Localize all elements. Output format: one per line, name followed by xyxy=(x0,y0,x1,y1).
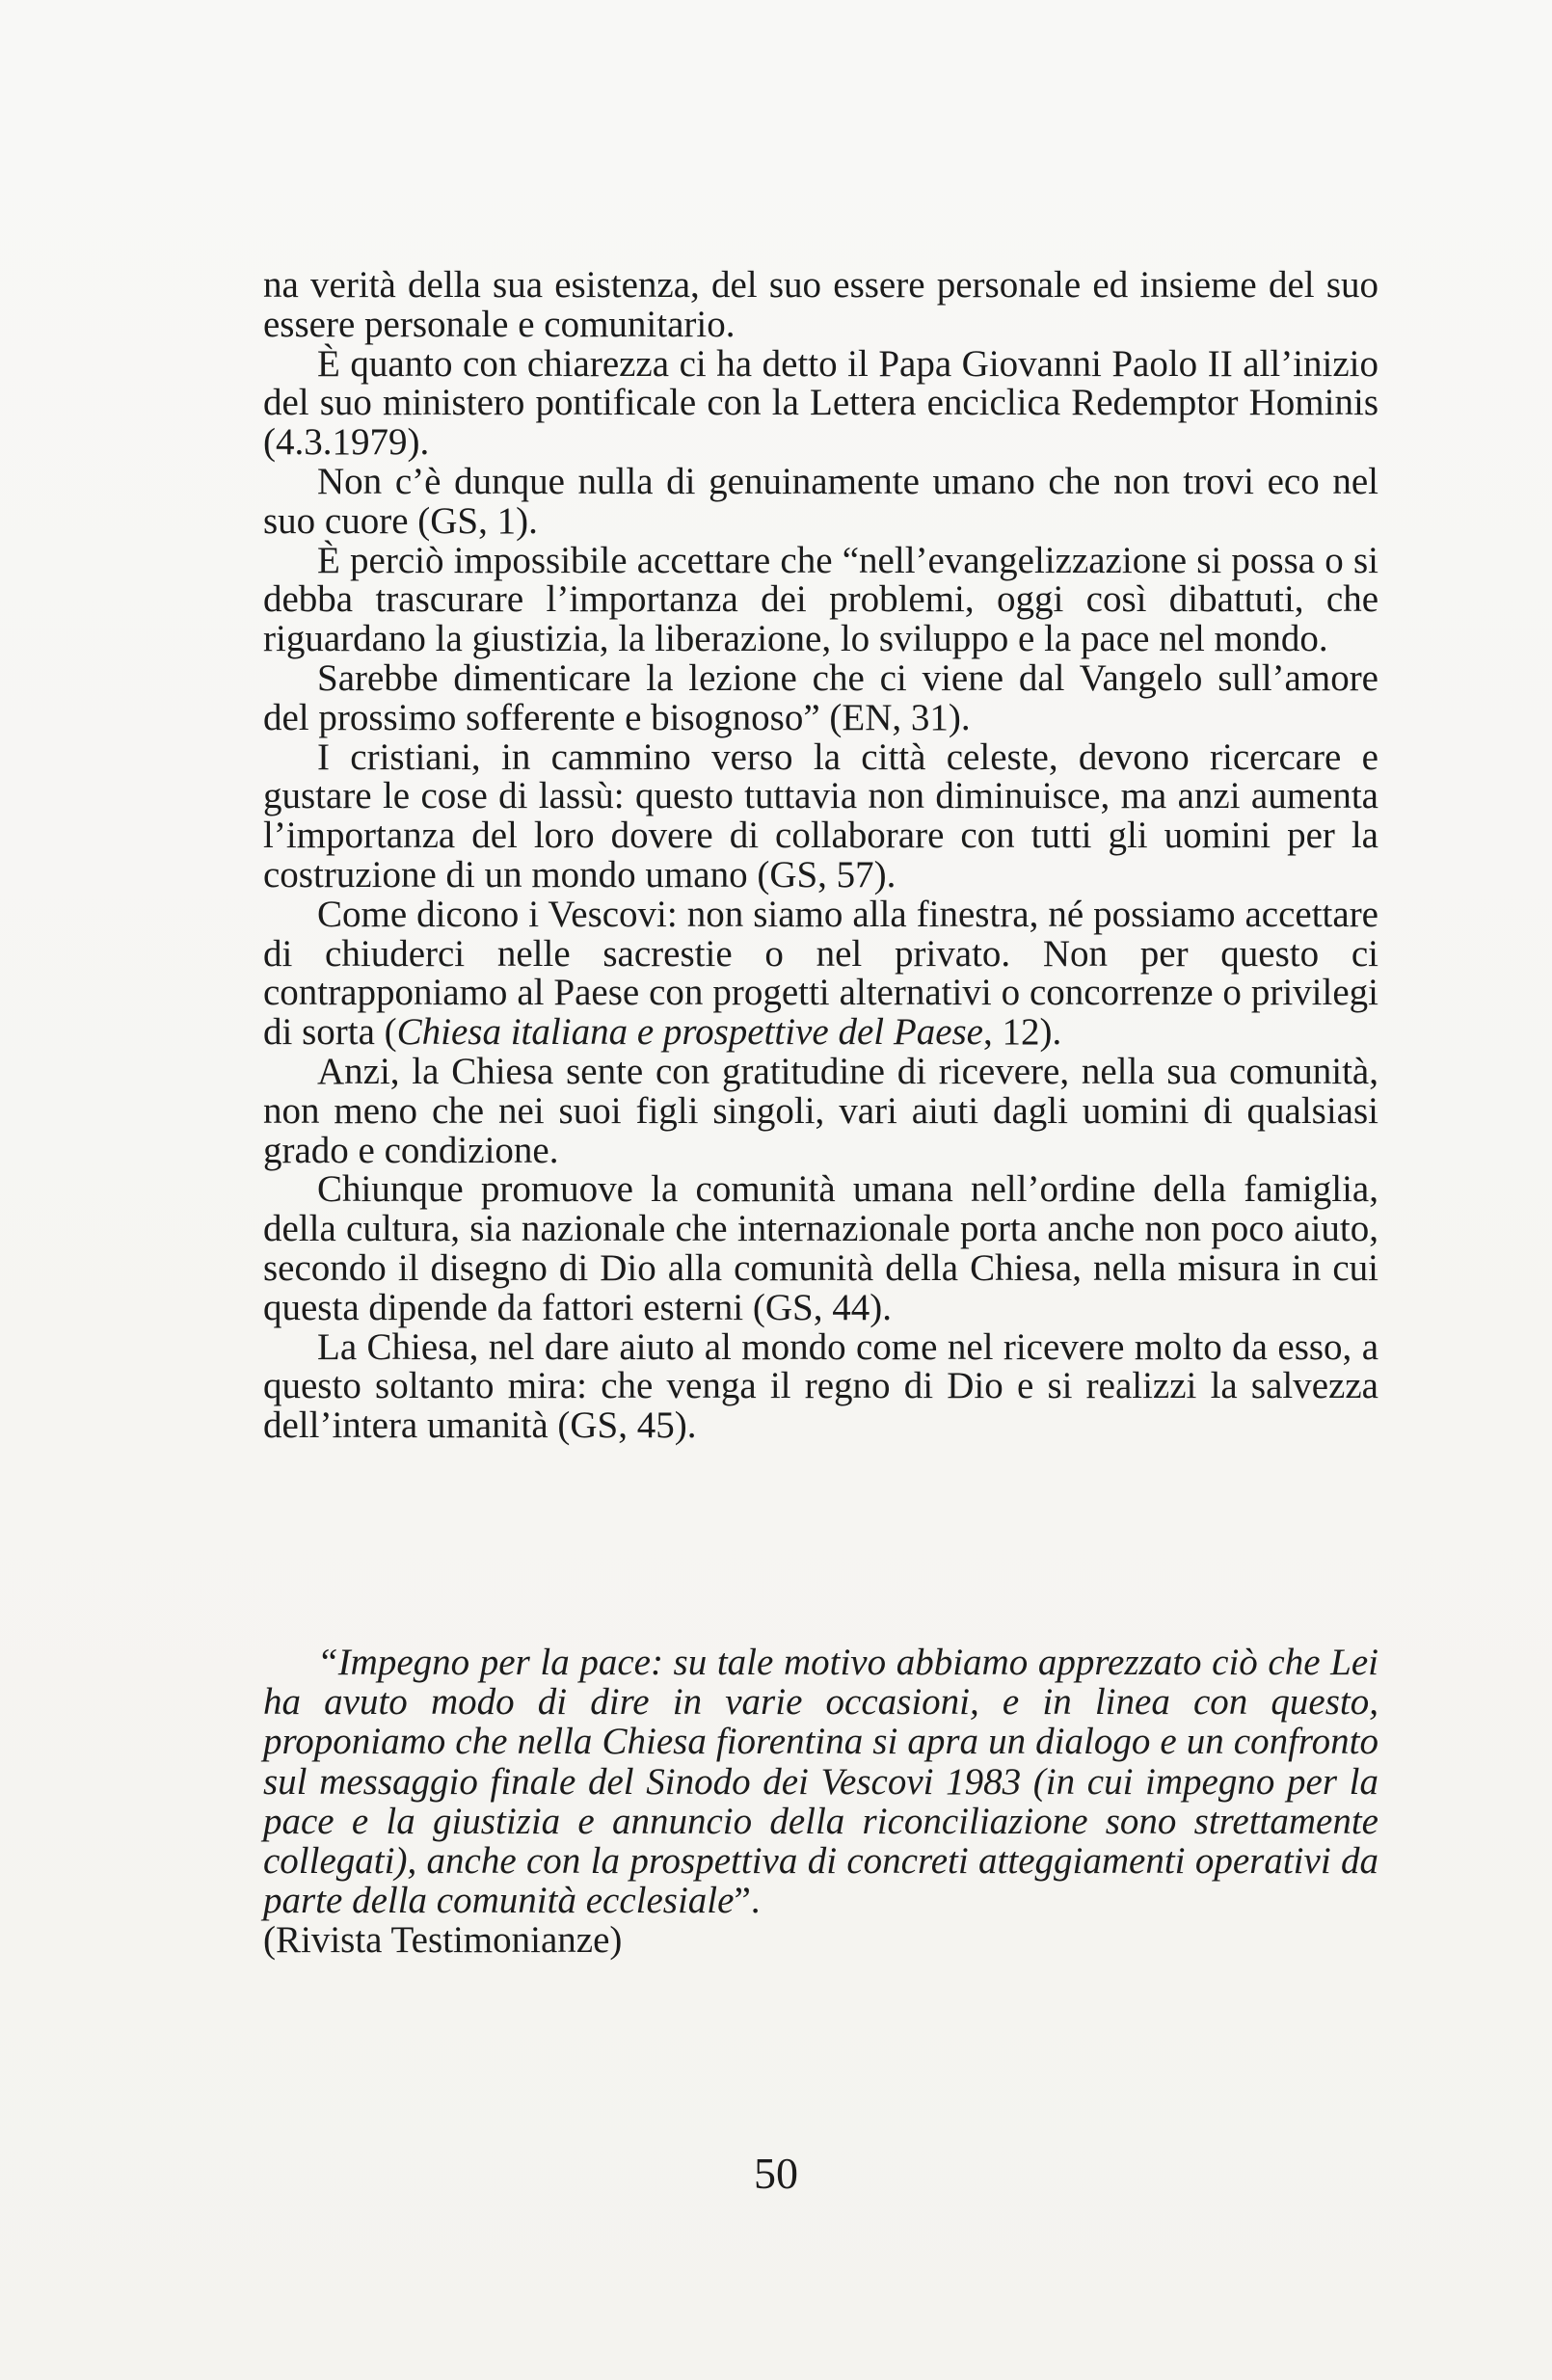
citation-ref: , 12). xyxy=(983,1011,1062,1054)
paragraph-text: Come dicono i Vescovi: non siamo alla finestra, né possiamo accettare di chiuderci nelle sacrestie o nel privato. Non per questo ci contrapponiamo al Paese con progetti alternativi o concorrenze o privilegi di sorta ( xyxy=(263,893,1378,1054)
paragraph: Chiunque promuove la comunità umana nell’ordine della famiglia, della cultura, sia nazionale che internazionale porta anche non poco aiuto, secondo il disegno di Dio alla comunità della Chiesa, nella misura in cui questa dipende da fattori esterni (GS, 44). xyxy=(263,1168,1378,1328)
quote-source: (Rivista Testimonianze) xyxy=(263,1919,623,1962)
paragraph: na verità della sua esistenza, del suo essere personale ed insieme del suo essere personale e comunitario. xyxy=(263,264,1378,345)
citation-title: Chiesa italiana e prospettive del Paese xyxy=(396,1011,983,1054)
paragraph xyxy=(263,893,1378,1054)
paragraph: Anzi, la Chiesa sente con gratitudine di ricevere, nella sua comunità, non meno che nei suoi figli singoli, vari aiuti dagli uomini di qualsiasi grado e condizione. xyxy=(263,1050,1378,1171)
paragraph: Non c’è dunque nulla di genuinamente umano che non trovi eco nel suo cuore (GS, 1). xyxy=(263,460,1378,542)
quote-text xyxy=(263,1643,1378,1920)
quote-block xyxy=(263,1643,1378,1961)
paragraph: La Chiesa, nel dare aiuto al mondo come nel ricevere molto da esso, a questo soltanto mira: che venga il regno di Dio e si realizzi la salvezza dell’intera umanità (GS, 45). xyxy=(263,1325,1378,1447)
paragraph: È perciò impossibile accettare che “nell’evangelizzazione si possa o si debba trascurare l’importanza dei problemi, oggi così dibattuti, che riguardano la giustizia, la liberazione, lo sviluppo e la pace nel mondo. xyxy=(263,539,1378,660)
quote-closing: ”. xyxy=(734,1880,761,1922)
body-text xyxy=(263,266,1378,1446)
page-number: 50 xyxy=(754,2149,798,2198)
paragraph: È quanto con chiarezza ci ha detto il Papa Giovanni Paolo II all’inizio del suo ministero pontificale con la Lettera enciclica Redemptor Hominis (4.3.1979). xyxy=(263,342,1378,464)
quote-body: “Impegno per la pace: su tale motivo abbiamo apprezzato ciò che Lei ha avuto modo di dire in varie occasioni, e in linea con questo, proponiamo che nella Chiesa fiorentina si apra un dialogo e un confronto sul messaggio finale del Sinodo dei Vescovi 1983 (in cui impegno per la pace e la giustizia e annuncio della riconciliazione sono strettamente collegati), anche con la prospettiva di concreti atteggiamenti operativi da parte della comunità ecclesiale xyxy=(263,1642,1378,1922)
paragraph: Sarebbe dimenticare la lezione che ci viene dal Vangelo sull’amore del prossimo sofferente e bisognoso” (EN, 31). xyxy=(263,656,1378,738)
paragraph: I cristiani, in cammino verso la città celeste, devono ricercare e gustare le cose di lassù: questo tuttavia non diminuisce, ma anzi aumenta l’importanza del loro dovere di collaborare con tutti gli uomini per la costruzione di un mondo umano (GS, 57). xyxy=(263,735,1378,896)
